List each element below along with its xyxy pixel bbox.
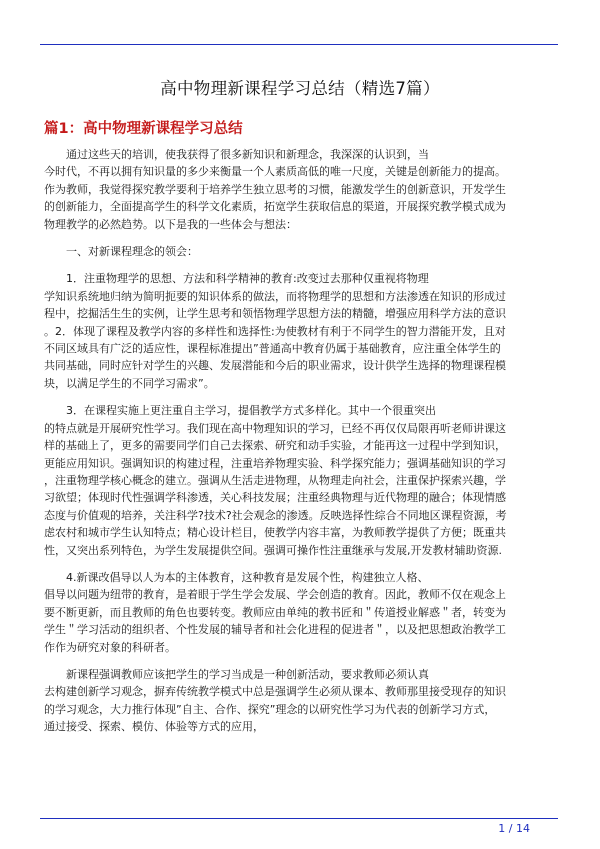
text-line: 的学习观念，大力推行体现”自主、合作、探究”理念的以研究性学习为代表的创新学习方式， [44, 702, 496, 716]
text-line: 块，以满足学生的不同学习需求”。 [44, 376, 215, 390]
text-line: 态度与价值观的培养，关注科学?技术?社会观念的渗透。反映选择性综合不同地区课程资源，考 [44, 508, 507, 522]
paragraph-gap [44, 233, 558, 243]
text-line: 作作为研究对象的科研者。 [44, 640, 176, 654]
text-line: 样的基础上了，更多的需要同学们自己去探索、研究和动手实验，才能再这一过程中学到知识， [44, 439, 506, 453]
text-line: 1．注重物理学的思想、方法和科学精神的教育:改变过去那种仅重视将物理 [66, 272, 429, 286]
text-line: 作为教师，我觉得探究教学要利于培养学生独立思考的习惯，能激发学生的创新意识，开发学生 [44, 182, 506, 196]
text-line: 新课程强调教师应该把学生的学习当成是一种创新活动，要求教师必须认真 [66, 667, 429, 681]
text-line: 程中，挖掘活生生的实例，让学生思考和领悟物理学思想方法的精髓，增强应用科学方法的意识 [44, 307, 506, 321]
paragraph-gap [44, 656, 558, 666]
text-line: 。2．体现了课程及教学内容的多样性和选择性:为使教材有利于不同学生的智力潜能开发，且对 [44, 324, 506, 338]
text-line: ，注重物理学核心概念的建立。强调从生活走进物理，从物理走向社会，注重保护探索兴趣，学 [44, 473, 506, 487]
text-line: 倡导以问题为纽带的教育，是着眼于学生学会发展、学会创造的教育。因此，教师不仅在观念上 [44, 588, 506, 602]
text-line: 虑农村和城市学生认知特点；精心设计栏目，使教学内容丰富，为教师教学提供了方便；既重共 [44, 526, 506, 540]
page-number: 1 / 14 [498, 822, 530, 835]
text-line: 今时代，不再以拥有知识量的多少来衡量一个人素质高低的唯一尺度，关键是创新能力的提高。 [44, 165, 506, 179]
document-title: 高中物理新课程学习总结（精选7篇） [160, 79, 440, 98]
text-line: 一、对新课程理念的领会： [66, 245, 198, 259]
text-line: 性，又突出系列特色，为学生发展提供空间。强调可操作性注重继承与发展,开发教材辅助资源. [44, 543, 502, 557]
paragraph-gap [44, 260, 558, 270]
text-line: 的创新能力，全面提高学生的科学文化素质，拓宽学生获取信息的渠道，开展探究教学模式成为 [44, 200, 506, 214]
text-line: 习欲望；体现时代性强调学科渗透，关心科技发展；注重经典物理与近代物理的融合；体现情感 [44, 491, 506, 505]
paragraph-gap [44, 559, 558, 569]
document-body [44, 146, 558, 736]
text-line: 学生＂学习活动的组织者、个性发展的辅导者和社会化进程的促进者＂，以及把思想政治教学工 [44, 623, 506, 637]
text-line: 学知识系统地归纳为简明扼要的知识体系的做法，而将物理学的思想和方法渗透在知识的形成过 [44, 289, 506, 303]
text-line: 4.新课改倡导以人为本的主体教育，这种教育是发展个性，构建独立人格、 [66, 570, 429, 584]
text-line: 不同区域具有广泛的适应性，课程标准提出”普通高中教育仍属于基础教育，应注重全体学生的 [44, 342, 501, 356]
text-line: 共同基础，同时应针对学生的兴趣、发展潜能和今后的职业需求，设计供学生选择的物理课程模 [44, 359, 506, 373]
section-title: 篇1：高中物理新课程学习总结 [44, 121, 243, 137]
text-line: 3．在课程实施上更注重自主学习，提倡教学方式多样化。其中一个很重突出 [66, 404, 436, 418]
footer-rule [40, 818, 558, 819]
text-line: 的特点就是开展研究性学习。我们现在高中物理知识的学习，已经不再仅仅局限再听老师讲课这 [44, 421, 506, 435]
text-line: 更能应用知识。强调知识的构建过程，注重培养物理实验、科学探究能力；强调基础知识的学习 [44, 456, 506, 470]
text-line: 物理教学的必然趋势。以下是我的一些体会与想法： [44, 217, 297, 231]
header-rule [40, 44, 558, 45]
paragraph-gap [44, 392, 558, 402]
text-line: 要不断更新，而且教师的角色也要转变。教师应由单纯的教书匠和＂传道授业解惑＂者，转变为 [44, 605, 506, 619]
text-line: 通过这些天的培训，使我获得了很多新知识和新理念，我深深的认识到，当 [66, 148, 429, 161]
text-line: 去构建创新学习观念，摒弃传统教学模式中总是强调学生必须从课本、教师那里接受现存的知识 [44, 685, 506, 699]
text-line: 通过接受、探索、模仿、体验等方式的应用， [44, 720, 264, 734]
